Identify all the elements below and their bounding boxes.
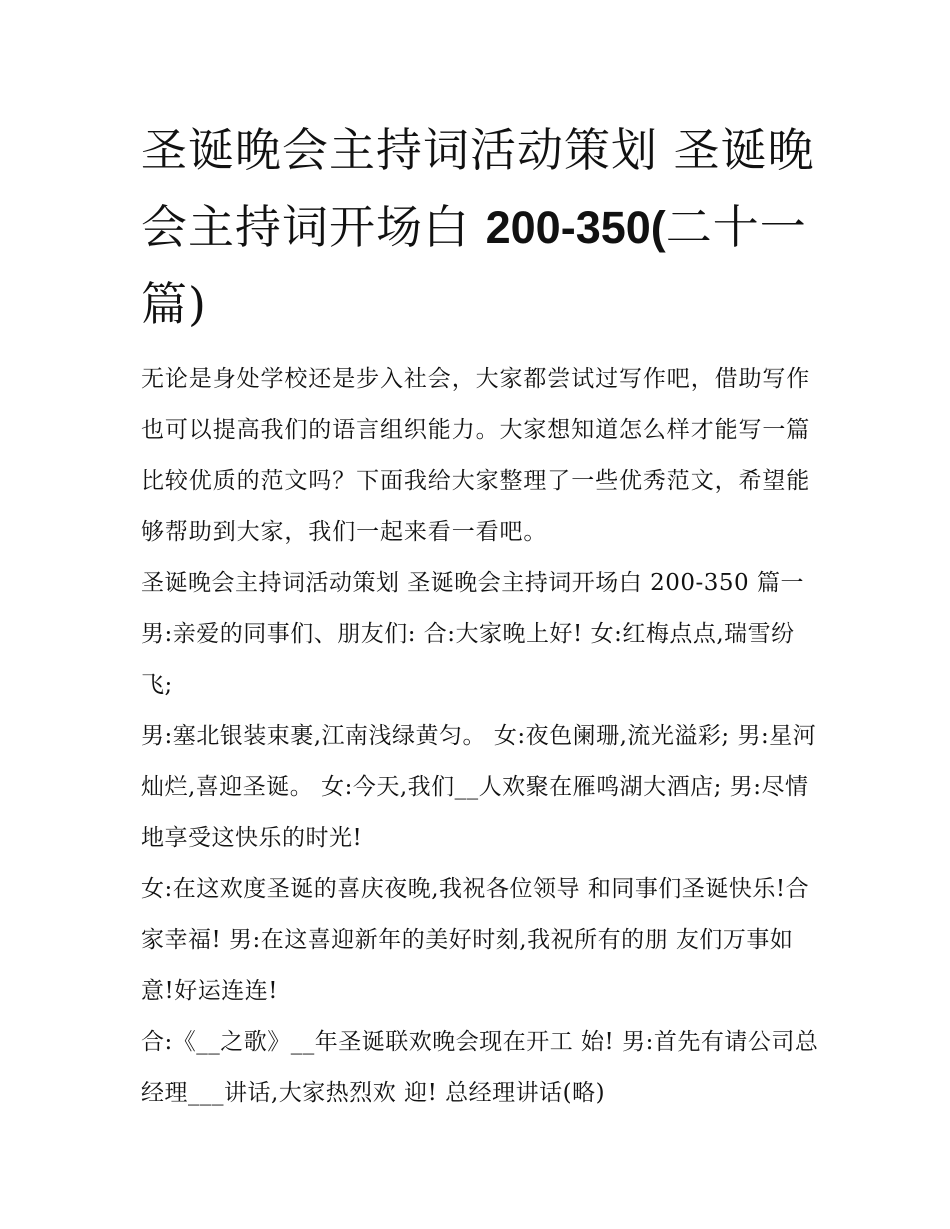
body-paragraph: 合:《__之歌》__年圣诞联欢晚会现在开工 始! 男:首先有请公司总经理___讲话,大家热烈欢 迎! 总经理讲话(略) bbox=[141, 1029, 819, 1106]
document-body bbox=[141, 354, 821, 1119]
section-heading: 圣诞晚会主持词活动策划 圣诞晚会主持词开场白 200-350 篇一 bbox=[141, 570, 805, 596]
title-text-part1: 圣诞晚会主持词活动策划 圣诞晚会主持词开场白 bbox=[141, 123, 815, 254]
document-title bbox=[141, 112, 821, 343]
body-paragraph: 男:亲爱的同事们、朋友们: 合:大家晚上好! 女:红梅点点,瑞雪纷飞; bbox=[141, 621, 795, 698]
title-text-part2: 二十一篇) bbox=[141, 200, 807, 331]
intro-paragraph: 无论是身处学校还是步入社会，大家都尝试过写作吧，借助写作也可以提高我们的语言组织能力。大家想知道怎么样才能写一篇比较优质的范文吗？下面我给大家整理了一些优秀范文，希望能够帮助到大家，我们一起来看一看吧。 bbox=[141, 366, 811, 545]
body-paragraph: 男:塞北银装束裹,江南浅绿黄匀。 女:夜色阑珊,流光溢彩; 男:星河灿烂,喜迎圣诞。 女:今天,我们__人欢聚在雁鸣湖大酒店; 男:尽情地享受这快乐的时光! bbox=[141, 723, 817, 851]
title-number: 200-350( bbox=[485, 202, 666, 253]
body-paragraph: 女:在这欢度圣诞的喜庆夜晚,我祝各位领导 和同事们圣诞快乐!合家幸福! 男:在这喜迎新年的美好时刻,我祝所有的朋 友们万事如意!好运连连! bbox=[141, 876, 810, 1004]
